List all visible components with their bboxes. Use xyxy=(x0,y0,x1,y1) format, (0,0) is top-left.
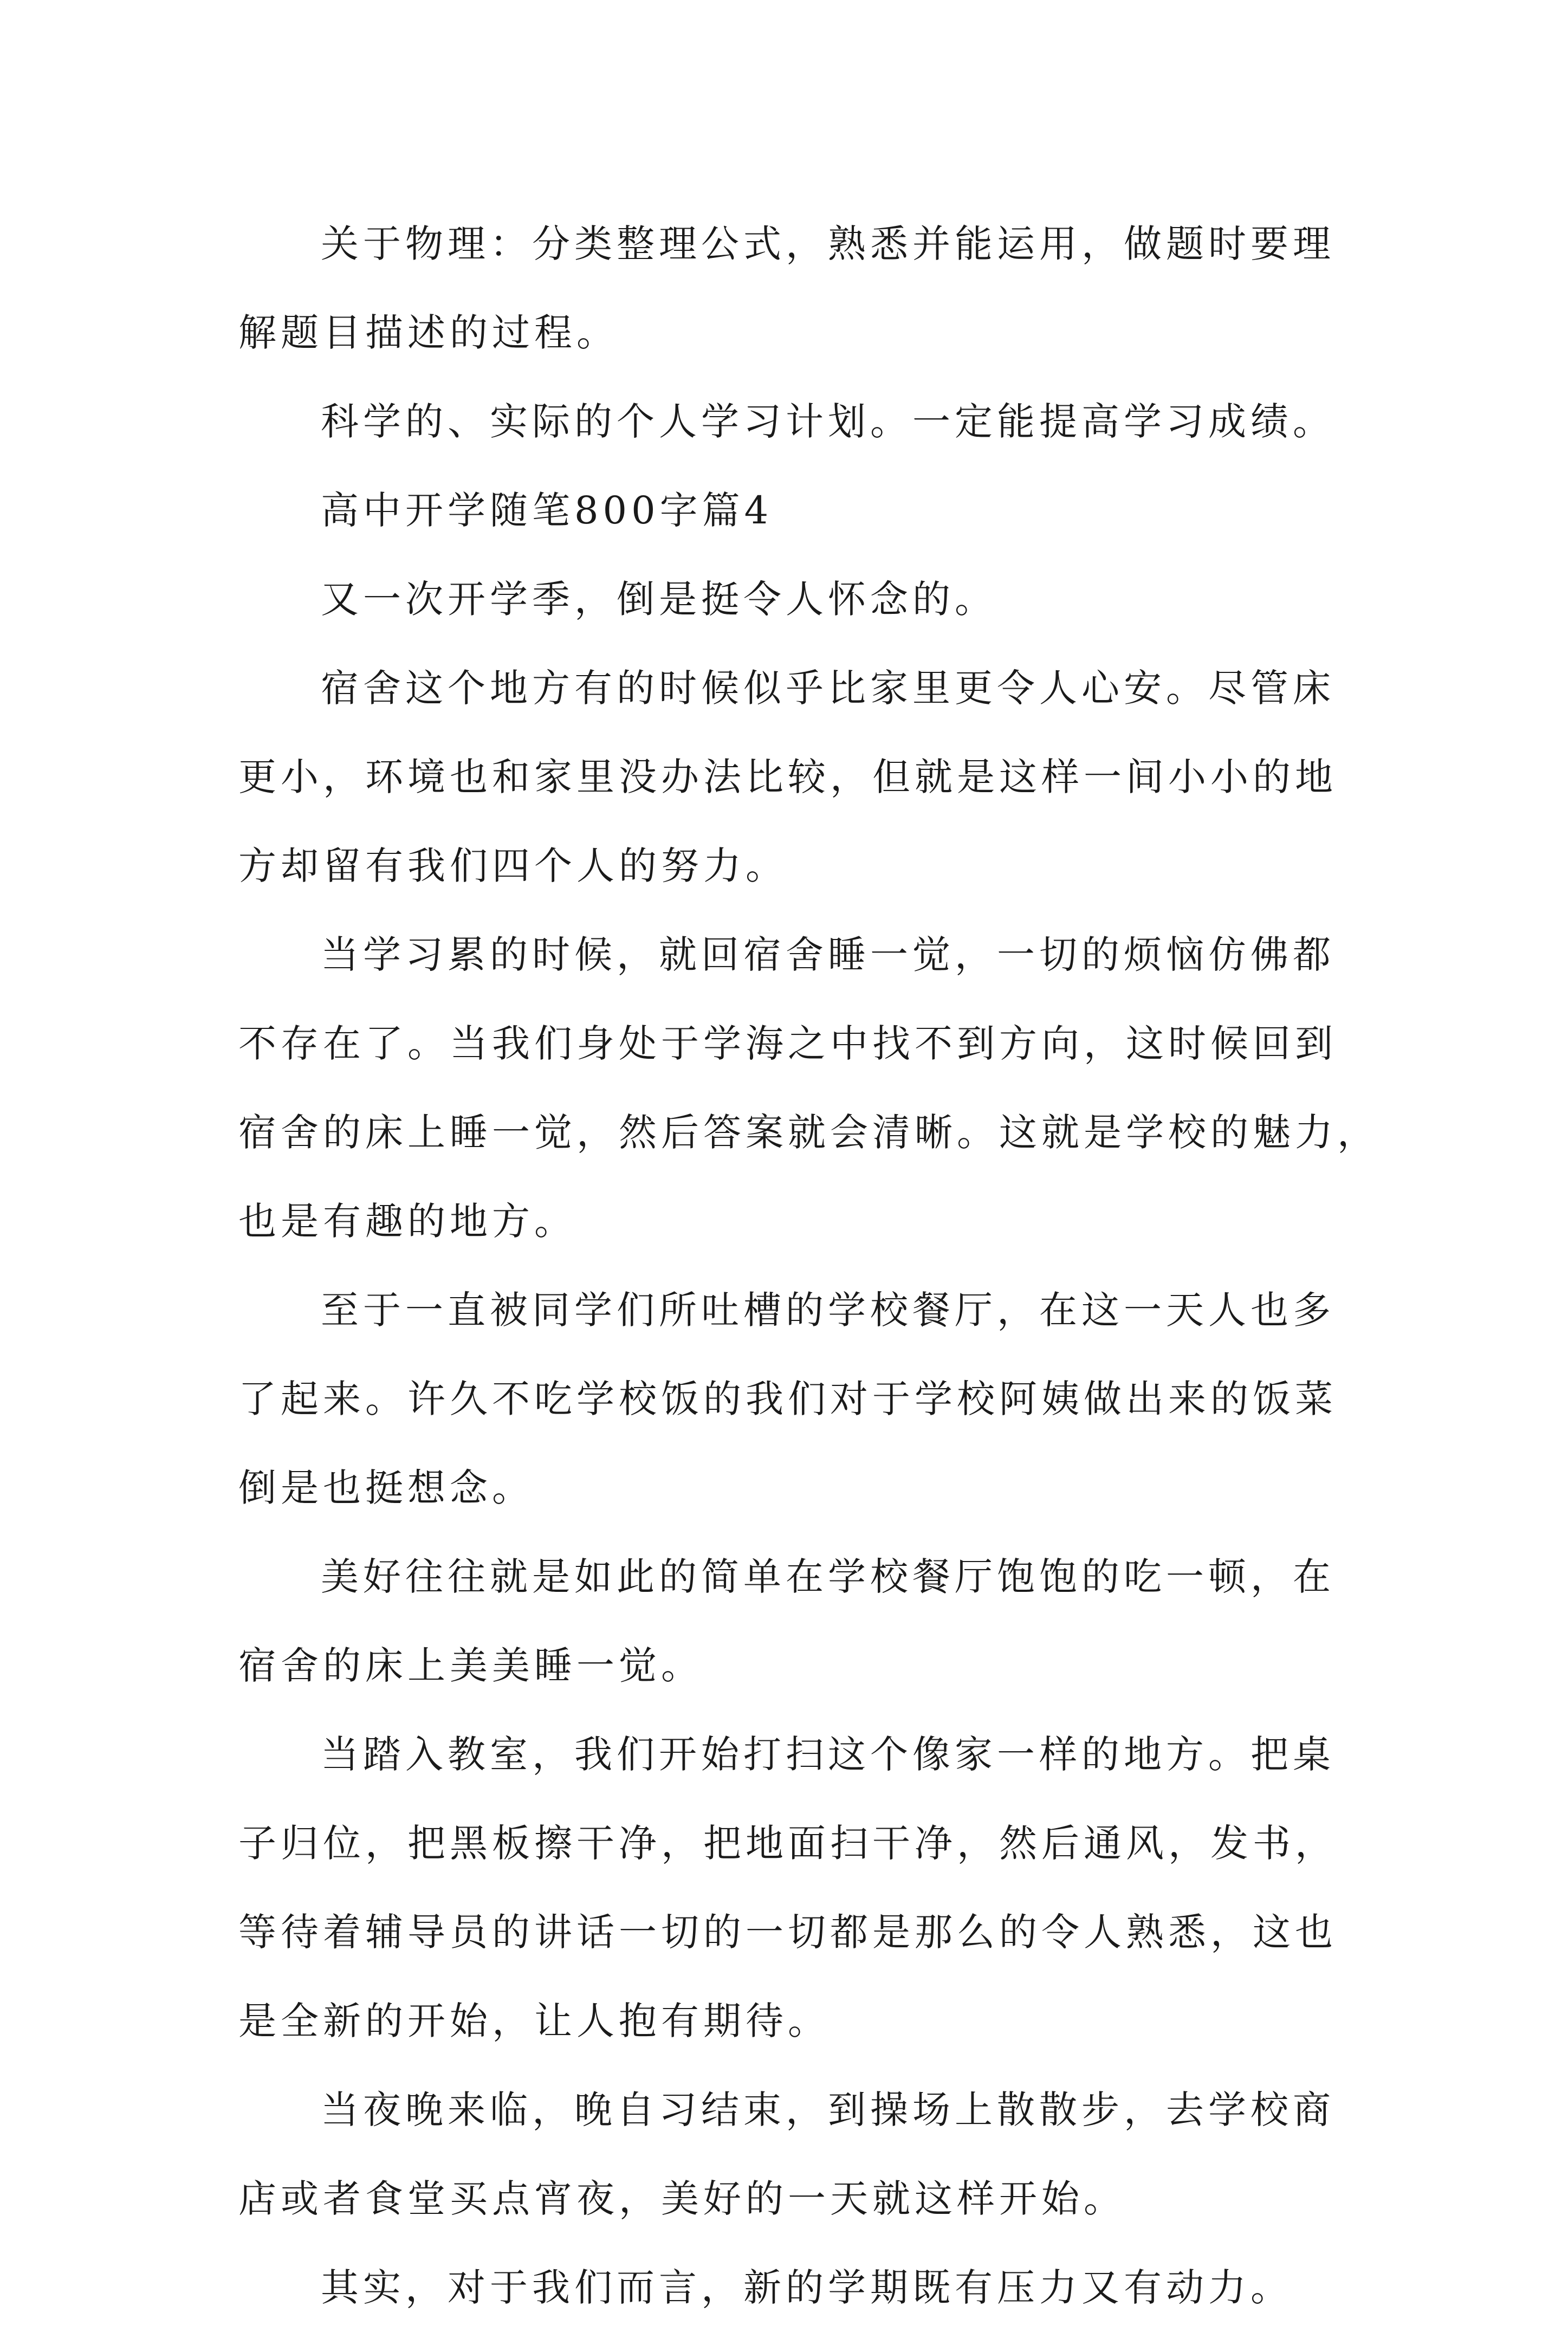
paragraph-conclusion xyxy=(238,2243,1382,2332)
paragraph-line: 宿舍的床上美美睡一觉。 xyxy=(238,1643,703,1688)
paragraph-line: 至于一直被同学们所吐槽的学校餐厅，在这一天人也多 xyxy=(321,1288,1335,1332)
paragraph-line: 不存在了。当我们身处于学海之中找不到方向，这时候回到 xyxy=(238,1021,1337,1066)
paragraph-line: 方却留有我们四个人的努力。 xyxy=(238,844,788,888)
paragraph-classroom xyxy=(238,1710,1382,2065)
paragraph-line: 了起来。许久不吃学校饭的我们对于学校阿姨做出来的饭菜 xyxy=(238,1377,1337,1421)
paragraph-line: 当学习累的时候，就回宿舍睡一觉，一切的烦恼仿佛都 xyxy=(321,932,1335,977)
paragraph-line: 科学的、实际的个人学习计划。一定能提高学习成绩。 xyxy=(321,399,1335,444)
paragraph-line: 也是有趣的地方。 xyxy=(238,1199,576,1243)
paragraph-intro xyxy=(238,555,1382,644)
section-heading-text: 高中开学随笔800字篇4 xyxy=(321,488,773,533)
paragraph-line: 关于物理：分类整理公式，熟悉并能运用，做题时要理 xyxy=(321,222,1335,266)
paragraph-line: 更小，环境也和家里没办法比较，但就是这样一间小小的地 xyxy=(238,755,1337,799)
paragraph-line: 解题目描述的过程。 xyxy=(238,310,619,355)
paragraph-line: 美好往往就是如此的简单在学校餐厅饱饱的吃一顿，在 xyxy=(321,1554,1335,1599)
paragraph-line: 是全新的开始，让人抱有期待。 xyxy=(238,1999,830,2043)
section-heading xyxy=(238,466,1382,555)
paragraph-evening xyxy=(238,2065,1382,2243)
paragraph-line: 当夜晚来临，晚自习结束，到操场上散散步，去学校商 xyxy=(321,2088,1335,2132)
paragraph-line: 宿舍这个地方有的时候似乎比家里更令人心安。尽管床 xyxy=(321,666,1335,710)
paragraph-rest xyxy=(238,910,1382,1266)
paragraph-physics-tip xyxy=(238,199,1382,377)
paragraph-dormitory xyxy=(238,644,1382,910)
paragraph-study-plan xyxy=(238,377,1382,466)
paragraph-line: 其实，对于我们而言，新的学期既有压力又有动力。 xyxy=(321,2265,1293,2310)
paragraph-line: 又一次开学季，倒是挺令人怀念的。 xyxy=(321,577,997,621)
document-body xyxy=(238,199,1382,2332)
paragraph-simple-joy xyxy=(238,1532,1382,1710)
paragraph-line: 店或者食堂买点宵夜，美好的一天就这样开始。 xyxy=(238,2176,1126,2221)
paragraph-line: 倒是也挺想念。 xyxy=(238,1466,534,1510)
paragraph-line: 当踏入教室，我们开始打扫这个像家一样的地方。把桌 xyxy=(321,1732,1335,1777)
paragraph-line: 子归位，把黑板擦干净，把地面扫干净，然后通风，发书， xyxy=(238,1821,1337,1865)
paragraph-canteen xyxy=(238,1266,1382,1532)
paragraph-line: 等待着辅导员的讲话一切的一切都是那么的令人熟悉，这也 xyxy=(238,1910,1337,1954)
paragraph-line: 宿舍的床上睡一觉，然后答案就会清晰。这就是学校的魅力， xyxy=(238,1110,1379,1155)
